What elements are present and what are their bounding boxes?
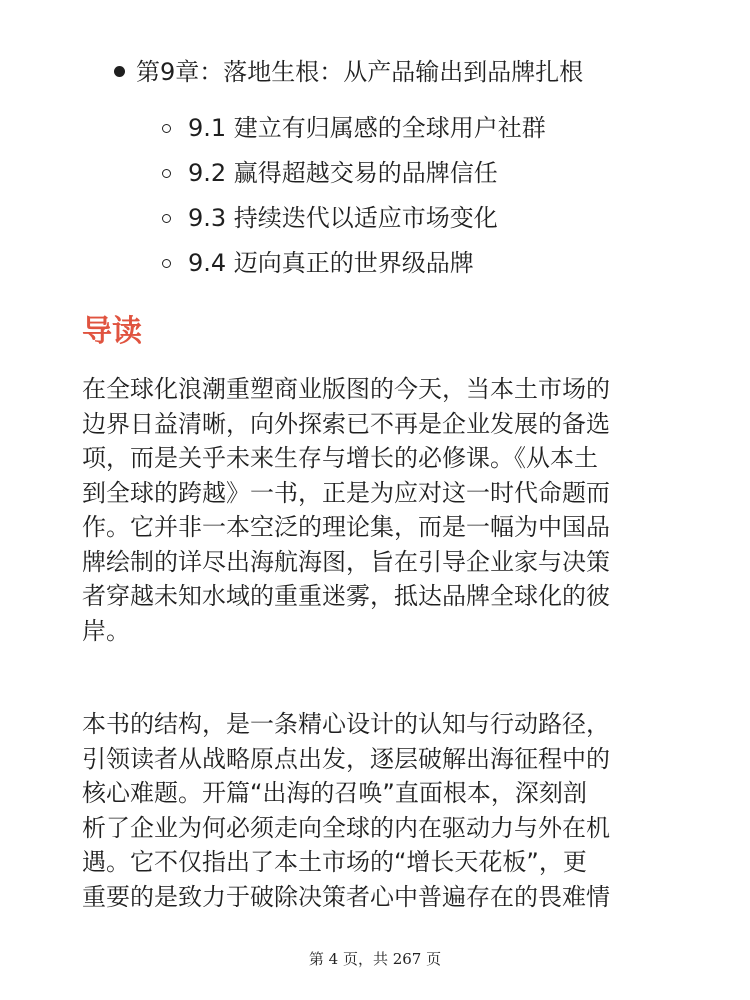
toc-section-title: 9.1 建立有归属感的全球用户社群	[188, 114, 546, 142]
hollow-bullet-icon	[162, 259, 171, 268]
page-number-footer: 第 4 页，共 267 页	[308, 950, 442, 968]
toc-section-item	[0, 108, 750, 153]
paragraph-line: 牌绘制的详尽出海航海图，旨在引导企业家与决策	[82, 547, 610, 576]
paragraph-2	[82, 707, 682, 914]
toc-section-item	[0, 198, 750, 243]
paragraph-line: 岸。	[82, 616, 130, 645]
paragraph-line: 核心难题。开篇“出海的召唤”直面根本，深刻剖	[82, 779, 587, 807]
paragraph-line: 引领读者从战略原点出发，逐层破解出海征程中的	[82, 744, 610, 773]
toc-section-title: 9.4 迈向真正的世界级品牌	[188, 249, 474, 277]
paragraph-line: 析了企业为何必须走向全球的内在驱动力与外在机	[82, 813, 610, 842]
hollow-bullet-icon	[162, 124, 171, 133]
hollow-bullet-icon	[162, 169, 171, 178]
paragraph-line: 作。它并非一本空泛的理论集，而是一幅为中国品	[82, 513, 610, 541]
section-heading: 导读	[82, 314, 142, 349]
paragraph-line: 重要的是致力于破除决策者心中普遍存在的畏难情	[82, 882, 610, 911]
paragraph-line: 项，而是关乎未来生存与增长的必修课。《从本土	[82, 444, 598, 472]
toc-section-item	[0, 153, 750, 198]
paragraph-line: 到全球的跨越》一书，正是为应对这一时代命题而	[82, 478, 610, 507]
toc-sections	[0, 108, 750, 288]
toc-section-title: 9.2 赢得超越交易的品牌信任	[188, 159, 498, 187]
toc-section-title: 9.3 持续迭代以适应市场变化	[188, 204, 498, 232]
paragraph-line: 边界日益清晰，向外探索已不再是企业发展的备选	[82, 409, 610, 438]
paragraph-line: 遇。它不仅指出了本土市场的“增长天花板”，更	[82, 848, 587, 876]
table-of-contents	[0, 52, 750, 277]
toc-chapter-title: 第9章：落地生根：从产品输出到品牌扎根	[136, 58, 584, 86]
bullet-icon	[114, 66, 125, 77]
toc-chapter-item	[0, 52, 750, 96]
paragraph-line: 在全球化浪潮重塑商业版图的今天，当本土市场的	[82, 375, 610, 403]
paragraph-line: 者穿越未知水域的重重迷雾，抵达品牌全球化的彼	[82, 582, 610, 610]
paragraph-line: 本书的结构，是一条精心设计的认知与行动路径，	[82, 710, 610, 738]
hollow-bullet-icon	[162, 214, 171, 223]
toc-section-item	[0, 243, 750, 288]
paragraph-1	[82, 372, 682, 648]
